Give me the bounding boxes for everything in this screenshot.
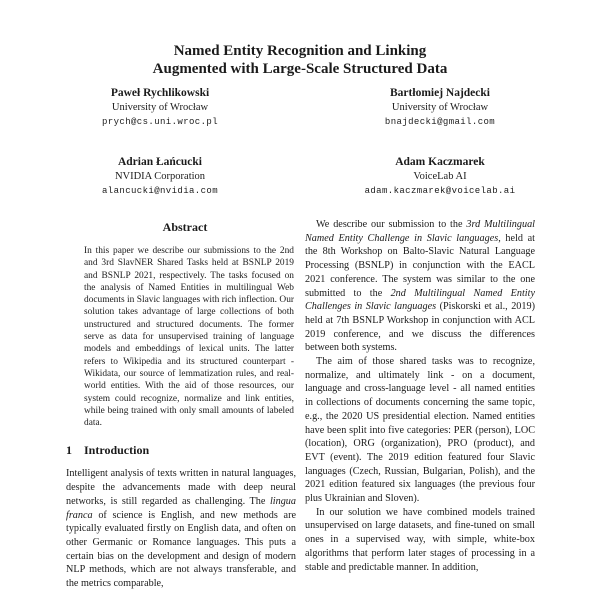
body-paragraph: The aim of those shared tasks was to recognize, normalize, and ultimately link - on a document, language and cross-language level - all named entities in collections of documents concerning the same topic, e.g., the 2020 US presidential election. Named entities have been split into five categories: PER (person), LOC (location), ORG (organization), PRO (product), and EVT (event). The 2019 edition featured four Slavic languages (Czech, Russian, Bulgarian, Polish), and the 2021 edition featured six languages (the previous four plus Ukrainian and Sloven). bbox=[305, 356, 535, 505]
author-block-1 bbox=[20, 87, 300, 129]
body-paragraph: We describe our submission to the 3rd Multilingual Named Entity Challenge in Slavic languages, held at the 8th Workshop on Balto-Slavic Natural Language Processing (BSNLP) in conjunction with the EACL 2021 conference. The system was similar to the one submitted to the 2nd Multilingual Named Entity Challenges in Slavic languages (Piskorski et al., 2019) held at 7th BSNLP Workshop in conjunction with ACL 2019 conference, and we discuss the differences between both systems. bbox=[305, 219, 535, 354]
abstract-text: In this paper we describe our submissions to the 2nd and 3rd SlavNER Shared Tasks held at BSNLP 2019 and BSNLP 2021, respectively. The tasks focused on the analysis of Named Entities in multilingual Web documents in Slavic languages with rich inflection. Our solution takes advantage of large collections of both unstructured and structured documents. The former serve as data for unsupervised training of language models and embeddings of lexical units. The latter refers to Wikipedia and its structured counterpart - Wikidata, our source of lemmatization rules, and real-world entities. With the aid of those resources, our system could recognize, normalize and link entities, while being trained with only small amounts of labeled data. bbox=[84, 246, 294, 429]
author-name: Adam Kaczmarek bbox=[395, 156, 485, 168]
author-name: Adrian Łańcucki bbox=[117, 156, 203, 168]
left-column bbox=[66, 218, 296, 591]
paper-title bbox=[0, 0, 600, 78]
intro-paragraph: Intelligent analysis of texts written in natural languages, despite the advancements made with deep neural networks, is still regarded as challenging. The lingua franca of science is English, and new methods are typically evaluated firstly on English data, and often on other Germanic or Romance languages. This puts a certain bias on the development and design of modern NLP methods, which are not always transferable, and the metrics comparable, bbox=[66, 468, 296, 590]
section-number: 1 bbox=[66, 443, 72, 458]
author-block-3 bbox=[20, 156, 300, 198]
paper-title-line-2: Augmented with Large-Scale Structured Data bbox=[152, 61, 448, 77]
body-paragraph: In our solution we have combined models trained unsupervised on large datasets, and fine-tuned on small ones in a supervised way, with simple, white-box algorithms that perform later stages of processing in a stable and predictable manner. In addition, bbox=[305, 506, 535, 573]
two-column-body bbox=[0, 198, 600, 591]
author-name: Paweł Rychlikowski bbox=[110, 87, 210, 99]
author-affiliation: University of Wrocław bbox=[391, 102, 489, 113]
abstract-heading: Abstract bbox=[162, 220, 208, 234]
author-email: adam.kaczmarek@voicelab.ai bbox=[364, 186, 516, 196]
author-block-2 bbox=[300, 87, 580, 129]
author-email: prych@cs.uni.wroc.pl bbox=[101, 117, 219, 127]
section-heading-introduction bbox=[66, 443, 296, 458]
section-title: Introduction bbox=[84, 443, 150, 458]
author-name: Bartłomiej Najdecki bbox=[390, 87, 490, 99]
author-email: alancucki@nvidia.com bbox=[101, 186, 219, 196]
author-affiliation: University of Wrocław bbox=[111, 102, 209, 113]
author-block-4 bbox=[300, 156, 580, 198]
authors-block bbox=[20, 87, 580, 198]
author-email: bnajdecki@gmail.com bbox=[384, 117, 496, 127]
author-affiliation: VoiceLab AI bbox=[413, 171, 467, 182]
right-column bbox=[305, 218, 535, 574]
author-affiliation: NVIDIA Corporation bbox=[114, 171, 206, 182]
paper-title-line-1: Named Entity Recognition and Linking bbox=[173, 43, 427, 59]
